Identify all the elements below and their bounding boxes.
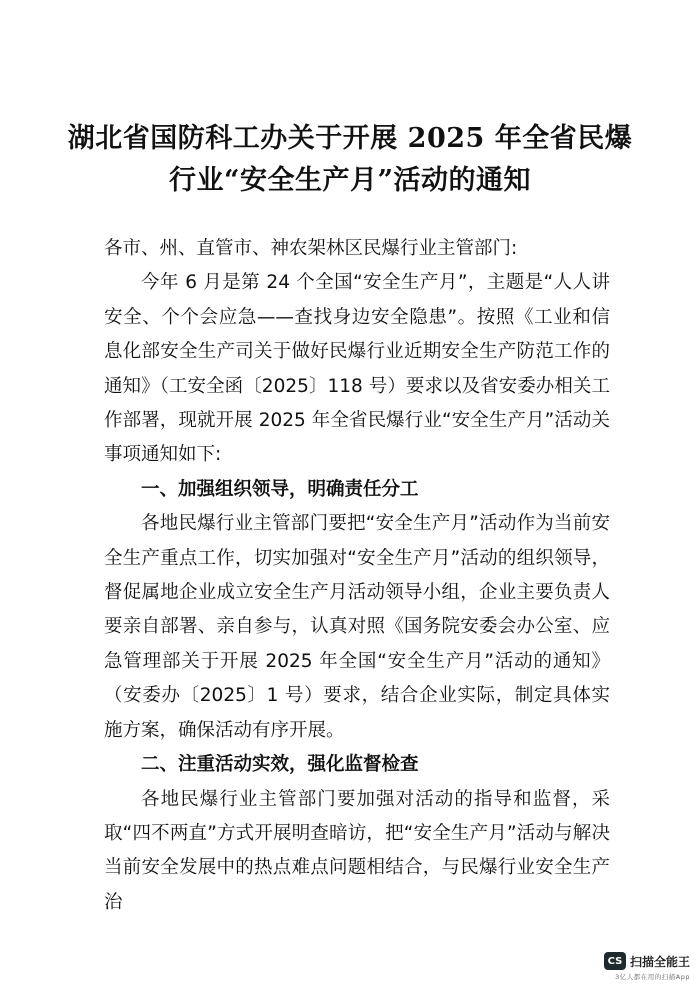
salutation: 各市、州、直管市、神农架林区民爆行业主管部门: [104,238,518,259]
watermark-name: 扫描全能王 [629,954,690,969]
section-1-heading: 一、加强组织领导，明确责任分工 [141,478,419,500]
section-1-paragraph: 各地民爆行业主管部门要把“安全生产月”活动作为当前安全生产重点工作，切实加强对“安全生产月”活动的组织领导，督促属地企业成立安全生产月活动领导小组，企业主要负责人要亲自部署、亲自参与，认真对照《国务院安委会办公室、应急管理部关于开展 2025 年全国“安全生产月”活动的通知》（安委办〔2025〕1 号）要求，结合企业实际，制定具体实施方案，确保活动有序开展。 [104,513,610,741]
document-body [104,232,610,920]
intro-paragraph: 今年 6 月是第 24 个全国“安全生产月”，主题是“人人讲安全、个个会应急——查找身边安全隐患”。按照《工业和信息化部安全生产司关于做好民爆行业近期安全生产防范工作的通知》（工安全函〔2025〕118 号）要求以及省安委办相关工作部署，现就开展 2025 年全省民爆行业“安全生产月”活动关事项通知如下: [104,272,610,466]
document-title [60,118,640,202]
section-2-paragraph: 各地民爆行业主管部门要加强对活动的指导和监督，采取“四不两直”方式开展明查暗访，把“安全生产月”活动与解决当前安全发展中的热点难点问题相结合，与民爆行业安全生产治 [104,788,610,913]
camscanner-watermark [604,952,690,981]
title-line-2: 行业“安全生产月”活动的通知 [168,165,532,196]
camscanner-logo-icon: CS [604,952,626,970]
title-line-1: 湖北省国防科工办关于开展 2025 年全省民爆 [67,123,633,154]
section-2-heading: 二、注重活动实效，强化监督检查 [141,754,419,776]
watermark-brand [604,952,690,970]
watermark-tagline: 3亿人都在用的扫描App [615,973,690,981]
